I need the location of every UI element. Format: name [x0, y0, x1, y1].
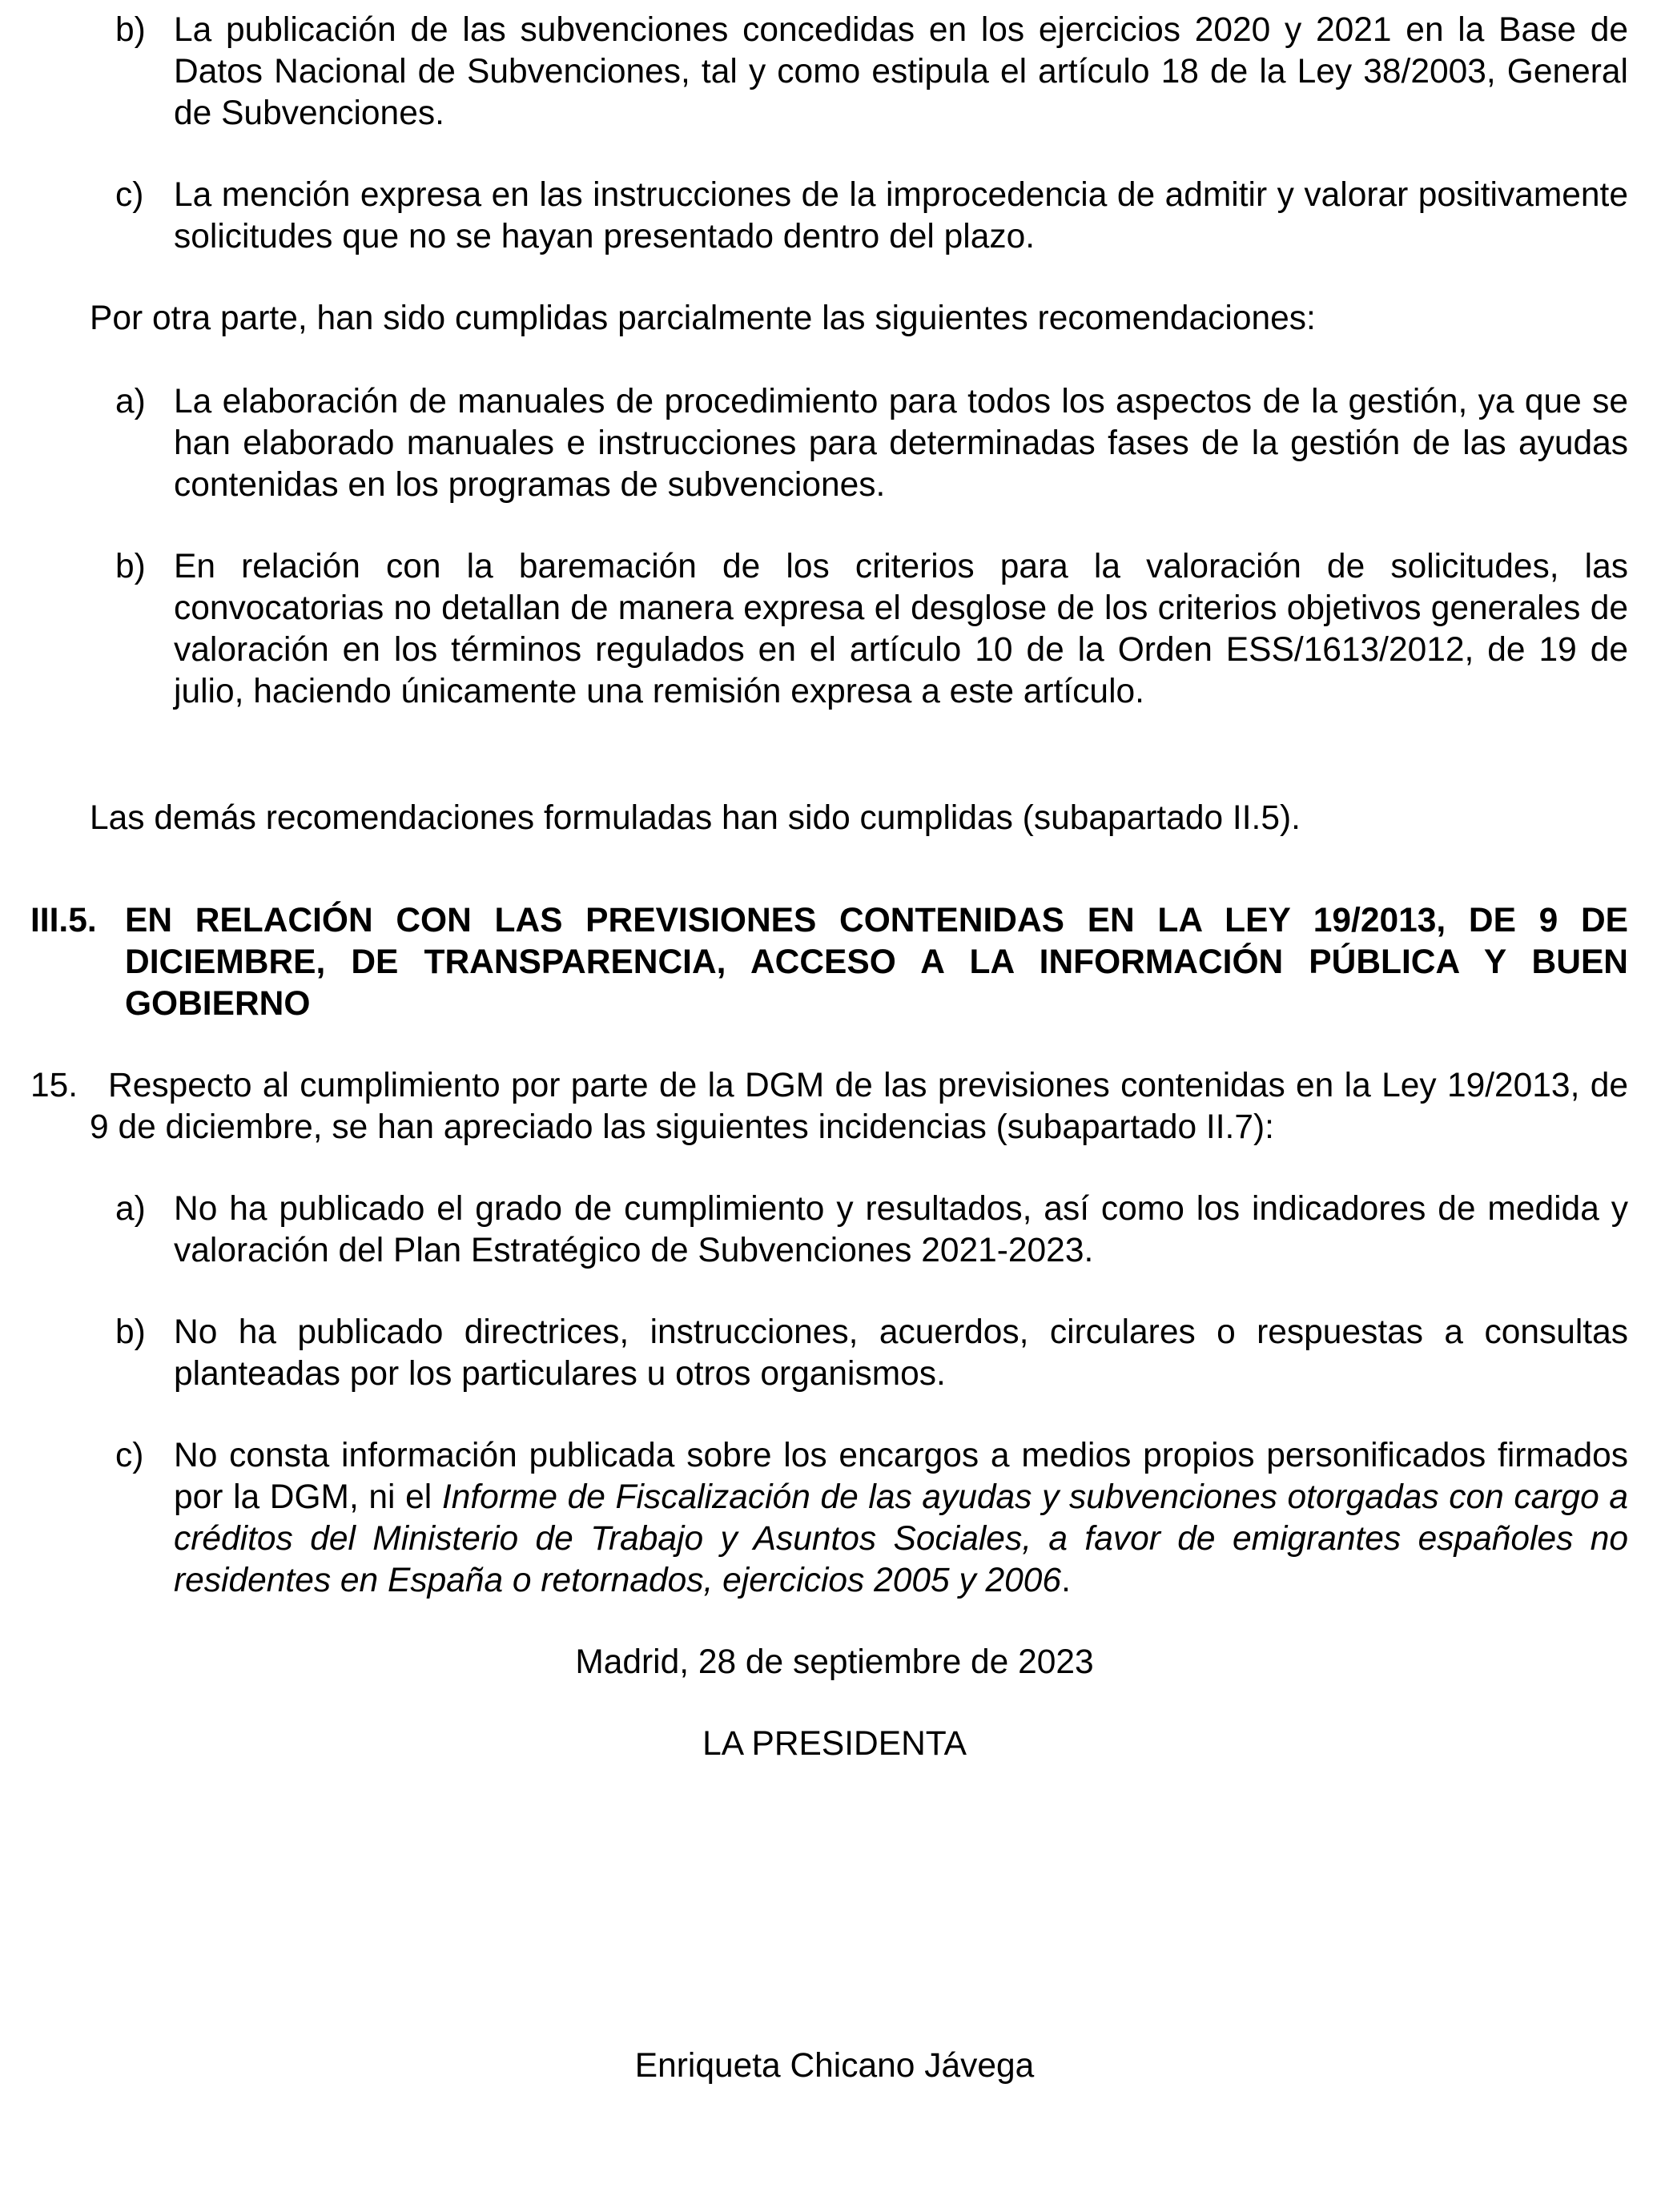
list-label: c) [115, 1437, 144, 1474]
list-label: b) [115, 548, 146, 585]
signatory-name: Enriqueta Chicano Jávega [634, 2047, 1035, 2085]
list-text-before: No consta información publicada sobre los encargos a medios propios personificados firmados por la DGM, ni el [174, 1437, 1628, 1516]
conclusion-text: Respecto al cumplimiento por parte de la DGM de las previsiones contenidas en la Ley 19/2013, de 9 de diciembre, se han apreciado las siguientes incidencias (subapartado II.7): [90, 1067, 1628, 1146]
list-label: a) [115, 1190, 146, 1228]
list-text: En relación con la baremación de los criterios para la valoración de solicitudes, las convocatorias no detallan de manera expresa el desglose de los criterios objetivos generales de valoración en los términos regulados en el artículo 10 de la Orden ESS/1613/2012, de 19 de julio, haciendo únicamente una remisión expresa a este artículo. [174, 548, 1628, 710]
list-text: La mención expresa en las instrucciones de la improcedencia de admitir y valorar positivamente solicitudes que no se hayan presentado dentro del plazo. [174, 176, 1628, 255]
signatory-role: LA PRESIDENTA [702, 1725, 967, 1763]
list-text: La publicación de las subvenciones concedidas en los ejercicios 2020 y 2021 en la Base de Datos Nacional de Subvenciones, tal y como estipula el artículo 18 de la Ley 38/2003, General de Subvenciones. [174, 11, 1628, 132]
report-title: Informe de Fiscalización de las ayudas y subvenciones otorgadas con cargo a créditos del Ministerio de Trabajo y Asuntos Sociales, a favor de emigrantes españoles no residentes en España o retornados, ejercicios 2005 y 2006 [174, 1478, 1628, 1599]
list-text-after: . [1061, 1562, 1071, 1599]
conclusion-number: 15. [30, 1067, 78, 1104]
list-label: a) [115, 383, 146, 420]
list-label: c) [115, 176, 144, 214]
partial-recommendations-intro: Por otra parte, han sido cumplidas parcialmente las siguientes recomendaciones: [90, 300, 1316, 337]
list-label: b) [115, 11, 146, 49]
list-label: b) [115, 1313, 146, 1351]
remaining-recommendations-text: Las demás recomendaciones formuladas han sido cumplidas (subapartado II.5). [90, 799, 1301, 837]
list-text: No ha publicado el grado de cumplimiento y resultados, así como los indicadores de medida y valoración del Plan Estratégico de Subvenciones 2021-2023. [174, 1190, 1628, 1269]
section-number: III.5. [30, 902, 97, 939]
list-text: No ha publicado directrices, instrucciones, acuerdos, circulares o respuestas a consultas planteadas por los particulares u otros organismos. [174, 1313, 1628, 1393]
place-and-date: Madrid, 28 de septiembre de 2023 [575, 1643, 1094, 1681]
section-title: EN RELACIÓN CON LAS PREVISIONES CONTENIDAS EN LA LEY 19/2013, DE 9 DE DICIEMBRE, DE TRANSPARENCIA, ACCESO A LA INFORMACIÓN PÚBLICA Y BUEN GOBIERNO [125, 902, 1628, 1023]
list-text [174, 1435, 1628, 1602]
list-text: La elaboración de manuales de procedimiento para todos los aspectos de la gestión, ya que se han elaborado manuales e instrucciones para determinadas fases de la gestión de las ayudas contenidas en los programas de subvenciones. [174, 383, 1628, 504]
